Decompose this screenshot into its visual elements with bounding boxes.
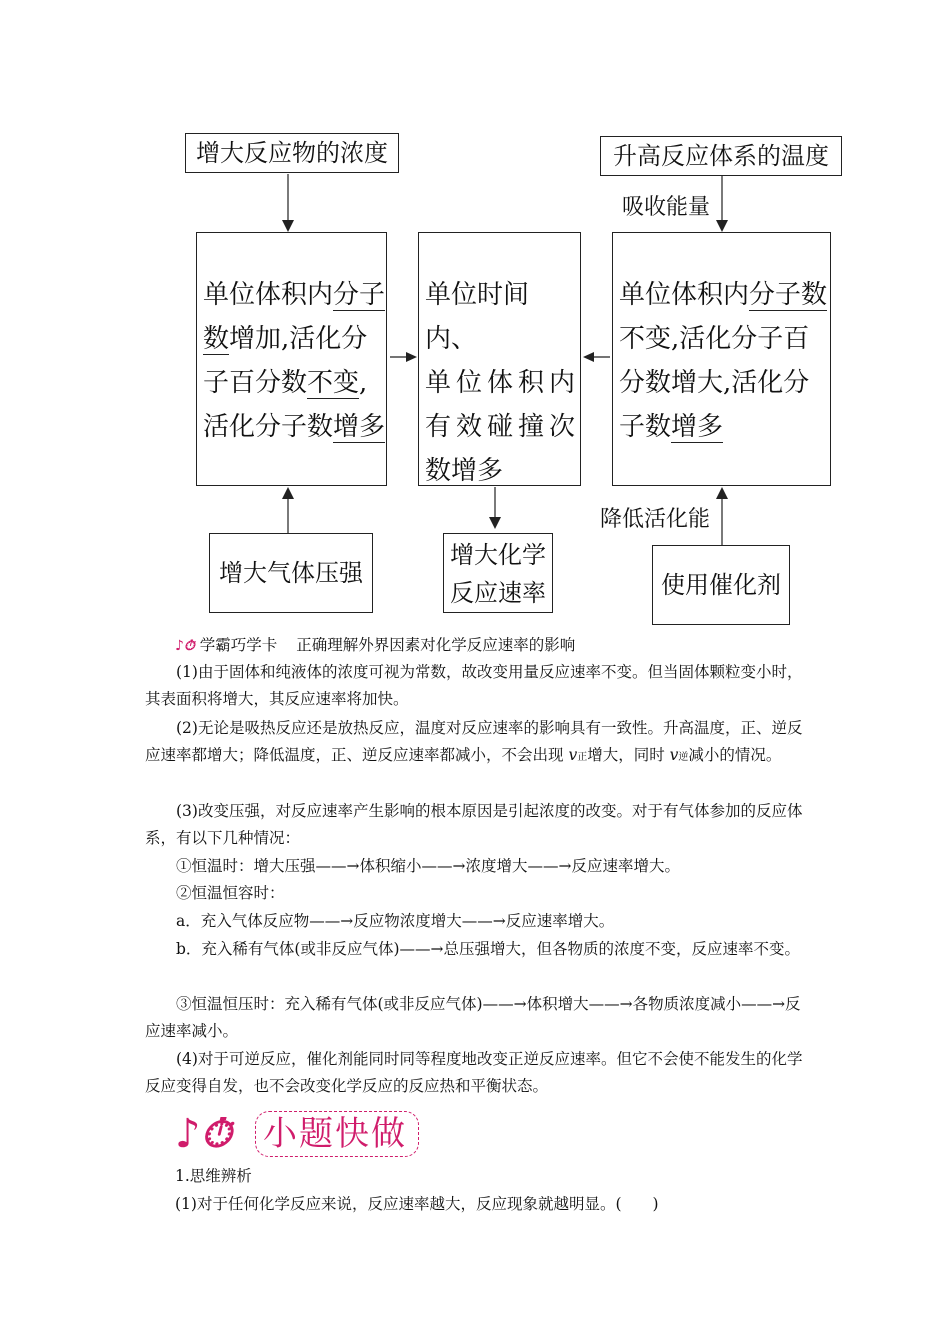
text: 活化分子数 [203,412,334,442]
line: 单位体积内 [425,368,581,398]
velocity-symbol: v [568,746,578,764]
text: 子数 [619,412,672,442]
paragraph-2 [145,715,810,771]
paragraph-1: (1)由于固体和纯液体的浓度可视为常数，故改变用量反应速率不变。但当固体颗粒变小时，其表面积将增大，其反应速率将加快。 [145,663,803,708]
text: , [359,368,368,398]
paragraph-6: a．充入气体反应物——→反应物浓度增大——→反应速率增大。 [176,912,615,930]
line [619,273,830,317]
underlined-text: 不变 [307,368,360,398]
box-increase-concentration [185,133,399,173]
box-raise-temperature [600,136,842,176]
box-text: 增大化学 [450,541,546,569]
quiz-section-heading: 1.思维辨析 [175,1167,252,1185]
box-text: 反应速率 [450,579,546,607]
arrow-up-left [278,487,298,533]
line: 数增多 [425,456,504,486]
line: 有效碰撞次 [425,412,581,442]
text: 单位体积内 [619,280,750,310]
paragraph-4: ①恒温时：增大压强——→体积缩小——→浓度增大——→反应速率增大。 [176,857,680,875]
line [203,405,386,449]
text: 子百分数 [203,368,308,398]
quiz-question-1: (1)对于任何化学反应来说，反应速率越大，反应现象就越明显。( ) [175,1195,659,1213]
absorb-energy-label: 吸收能量 [622,195,711,220]
velocity-symbol: v [669,746,679,764]
text: (2)无论是吸热反应还是放热反应，温度对反应速率的影响具有一致性。升高温度，正、逆反应速率都增大；降低温度，正、逆反应速率都减小，不会出现 [145,719,803,764]
card-heading [175,633,575,658]
arrow-down-middle [485,487,505,531]
arrow-down-right [712,176,732,234]
study-card-icon: ♪⏱ [175,638,195,654]
subscript: 正 [577,752,588,763]
subscript: 逆 [678,752,689,763]
paragraph-5: ②恒温恒容时： [176,884,285,902]
line: 分数增大,活化分 [619,368,810,398]
underlined-text: 数 [203,324,230,354]
line: 单位时间内、 [425,280,530,354]
quiz-banner-title: 小题快做 [263,1114,407,1154]
underlined-text: 增多 [671,412,724,442]
underlined-text: 分子数 [749,280,828,310]
text: 减小的情况。 [688,746,782,764]
study-card-title: 正确理解外界因素对化学反应速率的影响 [296,636,576,654]
arrow-up-right [712,487,732,545]
text: 增加,活化分 [229,324,368,354]
box-middle-effect [418,232,581,486]
box-left-effect [196,232,387,486]
quiz-banner [175,1105,423,1163]
box-text: 升高反应体系的温度 [613,142,829,170]
line [203,361,386,405]
underlined-text: 分子 [333,280,386,310]
line [619,405,830,449]
box-increase-pressure [209,533,373,613]
lower-activation-energy-label: 降低活化能 [600,507,711,532]
box-text: 使用催化剂 [661,571,781,599]
arrow-right-to-middle [388,350,418,364]
quiz-banner-icon: ♪⏱ [175,1110,232,1157]
paragraph-7: b．充入稀有气体(或非反应气体)——→总压强增大，但各物质的浓度不变，反应速率不变。 [176,940,801,958]
line: 不变,活化分子百 [619,324,810,354]
arrow-left-to-middle [582,350,612,364]
paragraph-9: (4)对于可逆反应，催化剂能同时同等程度地改变正逆反应速率。但它不会使不能发生的化学反应变得自发，也不会改变化学反应的反应热和平衡状态。 [145,1050,803,1095]
box-text: 增大气体压强 [219,559,363,587]
box-use-catalyst [652,545,790,625]
box-increase-rate [443,533,553,613]
box-text: 增大反应物的浓度 [196,139,388,167]
study-card-label: 学霸巧学卡 [199,636,278,654]
paragraph-8: ③恒温恒压时：充入稀有气体(或非反应气体)——→体积增大——→各物质浓度减小——→反应速率减小。 [145,995,801,1040]
line [203,317,386,361]
text: 单位体积内 [203,280,334,310]
text: 增大，同时 [587,746,670,764]
line [203,273,386,317]
underlined-text: 增多 [333,412,386,442]
box-right-effect [612,232,831,486]
arrow-down-left [278,174,298,234]
paragraph-3: (3)改变压强，对反应速率产生影响的根本原因是引起浓度的改变。对于有气体参加的反应体系，有以下几种情况： [145,802,803,847]
